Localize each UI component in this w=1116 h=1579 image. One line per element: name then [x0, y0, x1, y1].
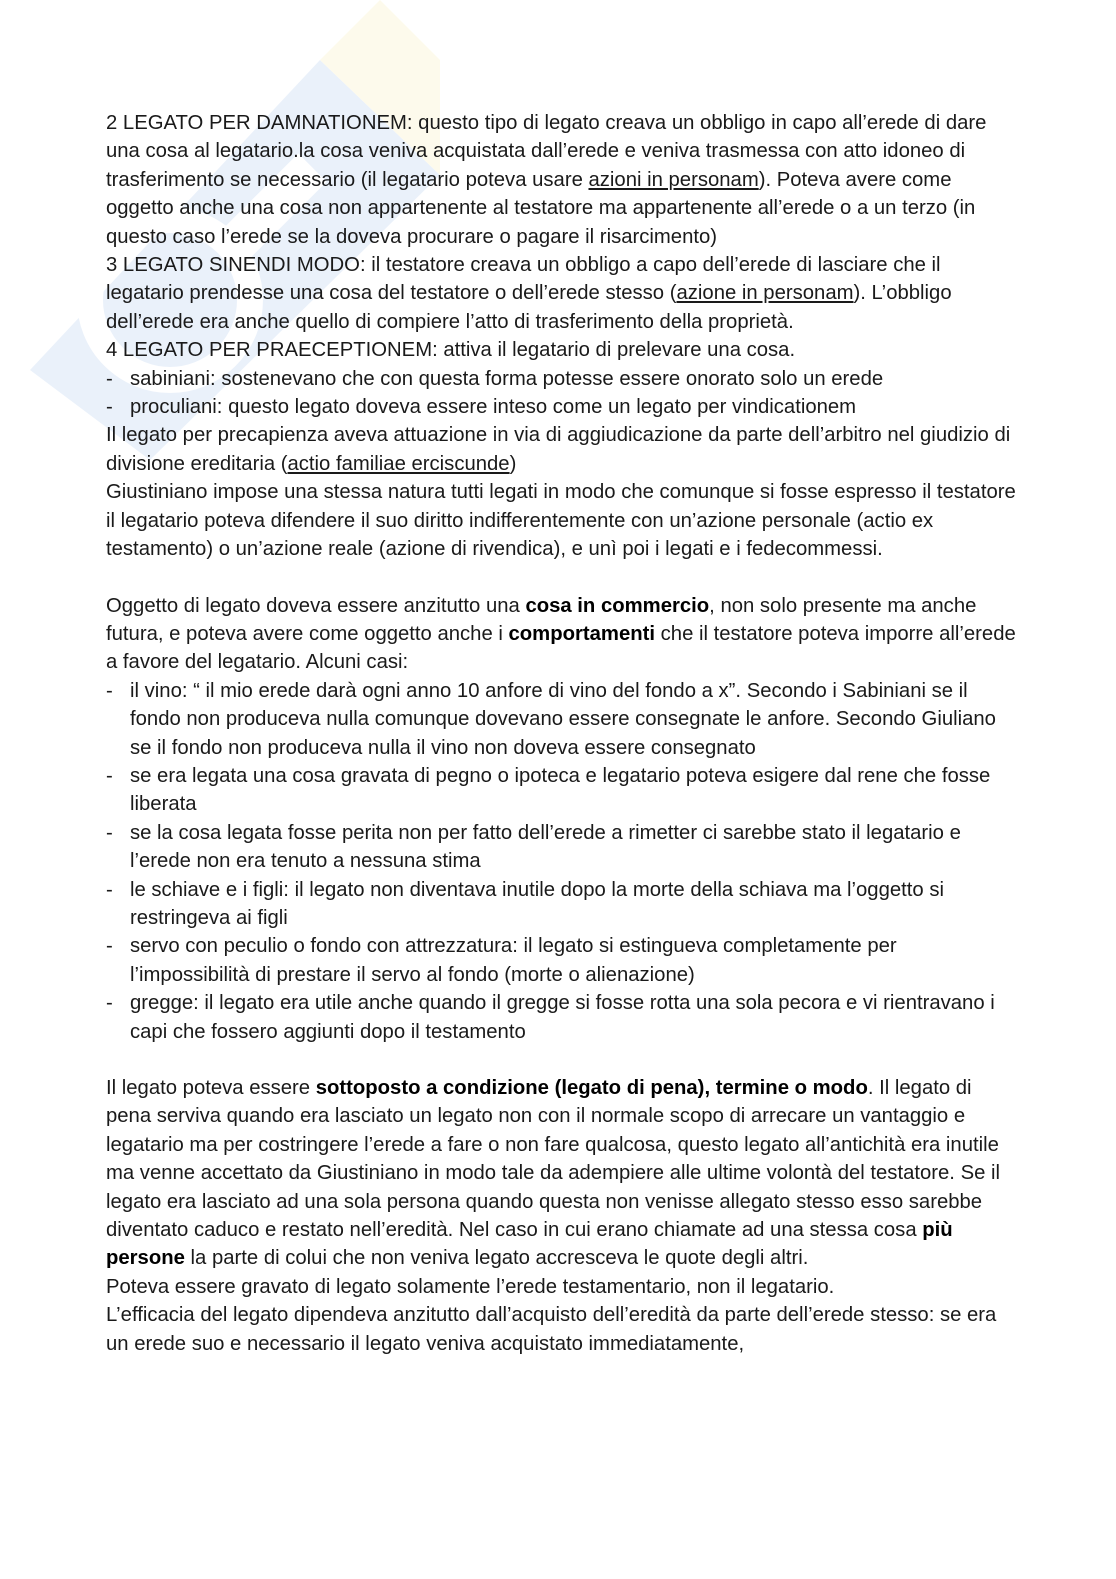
list-item: - sabiniani: sostenevano che con questa forma potesse essere onorato solo un erede	[106, 365, 1016, 393]
paragraph-giustiniano: Giustiniano impose una stessa natura tutti legati in modo che comunque si fosse espresso il testatore il legatario poteva difendere il suo diritto indifferentemente con un’azione personale (actio ex testamento) o un’azione reale (azione di rivendica), e unì poi i legati e i fedecommessi.	[106, 481, 1016, 561]
list-item: - il vino: “ il mio erede darà ogni anno 10 anfore di vino del fondo a x”. Secondo i Sabiniani se il fondo non produceva nulla comunque dovevano essere consegnate le anfore. Secondo Giuliano se il fondo non produceva nulla il vino non doveva essere consegnato	[106, 677, 1016, 762]
list-item: - servo con peculio o fondo con attrezzatura: il legato si estingueva completamente per l’impossibilità di prestare il servo al fondo (morte o alienazione)	[106, 932, 1016, 989]
paragraph-legato-praeceptionem: 4 LEGATO PER PRAECEPTIONEM: attiva il legatario di prelevare una cosa.	[106, 339, 796, 362]
list-scuole	[106, 365, 1016, 422]
paragraph-erede-testamentario: Poteva essere gravato di legato solamente l’erede testamentario, non il legatario.	[106, 1275, 835, 1298]
list-item: - le schiave e i figli: il legato non diventava inutile dopo la morte della schiava ma l’oggetto si restringeva ai figli	[106, 876, 1016, 933]
link-azioni-in-personam: azioni in personam	[588, 168, 759, 191]
link-azione-in-personam: azione in personam	[676, 282, 854, 305]
spacer	[106, 564, 1016, 592]
spacer	[106, 1046, 1016, 1074]
document-body	[106, 109, 1016, 1358]
paragraph-legato-sinendi-modo: 3 LEGATO SINENDI MODO: il testatore creava un obbligo a capo dell’erede di lasciare che il legatario prendesse una cosa del testatore o dell’erede stesso (azione in personam). L’obbligo dell’erede era anche quello di compiere l’atto di trasferimento della proprietà.	[106, 254, 952, 333]
paragraph-oggetto-legato: Oggetto di legato doveva essere anzitutto una cosa in commercio, non solo presente ma anche futura, e poteva avere come oggetto anche i comportamenti che il testatore poteva imporre all’erede a favore del legatario. Alcuni casi:	[106, 594, 1016, 674]
paragraph-efficacia: L’efficacia del legato dipendeva anzitutto dall’acquisto dell’eredità da parte dell’erede stesso: se era un erede suo e necessario il legato veniva acquistato immediatamente,	[106, 1304, 997, 1355]
paragraph-legato-damnationem: 2 LEGATO PER DAMNATIONEM: questo tipo di legato creava un obbligo in capo all’erede di dare una cosa al legatario.la cosa veniva acquistata dall’erede e veniva trasmessa con atto idoneo di trasferimento se necessario (il legatario poteva usare azioni in personam). Poteva avere come oggetto anche una cosa non appartenente al testatore ma appartenente all’erede o a un terzo (in questo caso l’erede se la doveva procurare o pagare il risarcimento)	[106, 112, 987, 248]
list-item: - gregge: il legato era utile anche quando il gregge si fosse rotta una sola pecora e vi rientravano i capi che fossero aggiunti dopo il testamento	[106, 989, 1016, 1046]
list-casi	[106, 677, 1016, 1046]
list-item: - proculiani: questo legato doveva essere inteso come un legato per vindicationem	[106, 393, 1016, 421]
link-actio-familiae: actio familiae erciscunde	[287, 452, 510, 475]
list-item: - se la cosa legata fosse perita non per fatto dell’erede a rimetter ci sarebbe stato il legatario e l’erede non era tenuto a nessuna stima	[106, 819, 1016, 876]
list-item: - se era legata una cosa gravata di pegno o ipoteca e legatario poteva esigere dal rene che fosse liberata	[106, 762, 1016, 819]
paragraph-precapienza: Il legato per precapienza aveva attuazione in via di aggiudicazione da parte dell’arbitro nel giudizio di divisione ereditaria (actio familiae erciscunde)	[106, 424, 1011, 475]
paragraph-condizione: Il legato poteva essere sottoposto a condizione (legato di pena), termine o modo. Il legato di pena serviva quando era lasciato un legato non con il normale scopo di arrecare un vantaggio e legatario ma per costringere l’erede a fare o non fare qualcosa, questo legato all’antichità era inutile ma venne accettato da Giustiniano in modo tale da adempiere alle ultime volontà del testatore. Se il legato era lasciato ad una sola persona quando questa non venisse allegato stesso esso sarebbe diventato caduco e restato nell’eredità. Nel caso in cui erano chiamate ad una stessa cosa più persone la parte di colui che non veniva legato accresceva le quote degli altri.	[106, 1077, 1001, 1270]
